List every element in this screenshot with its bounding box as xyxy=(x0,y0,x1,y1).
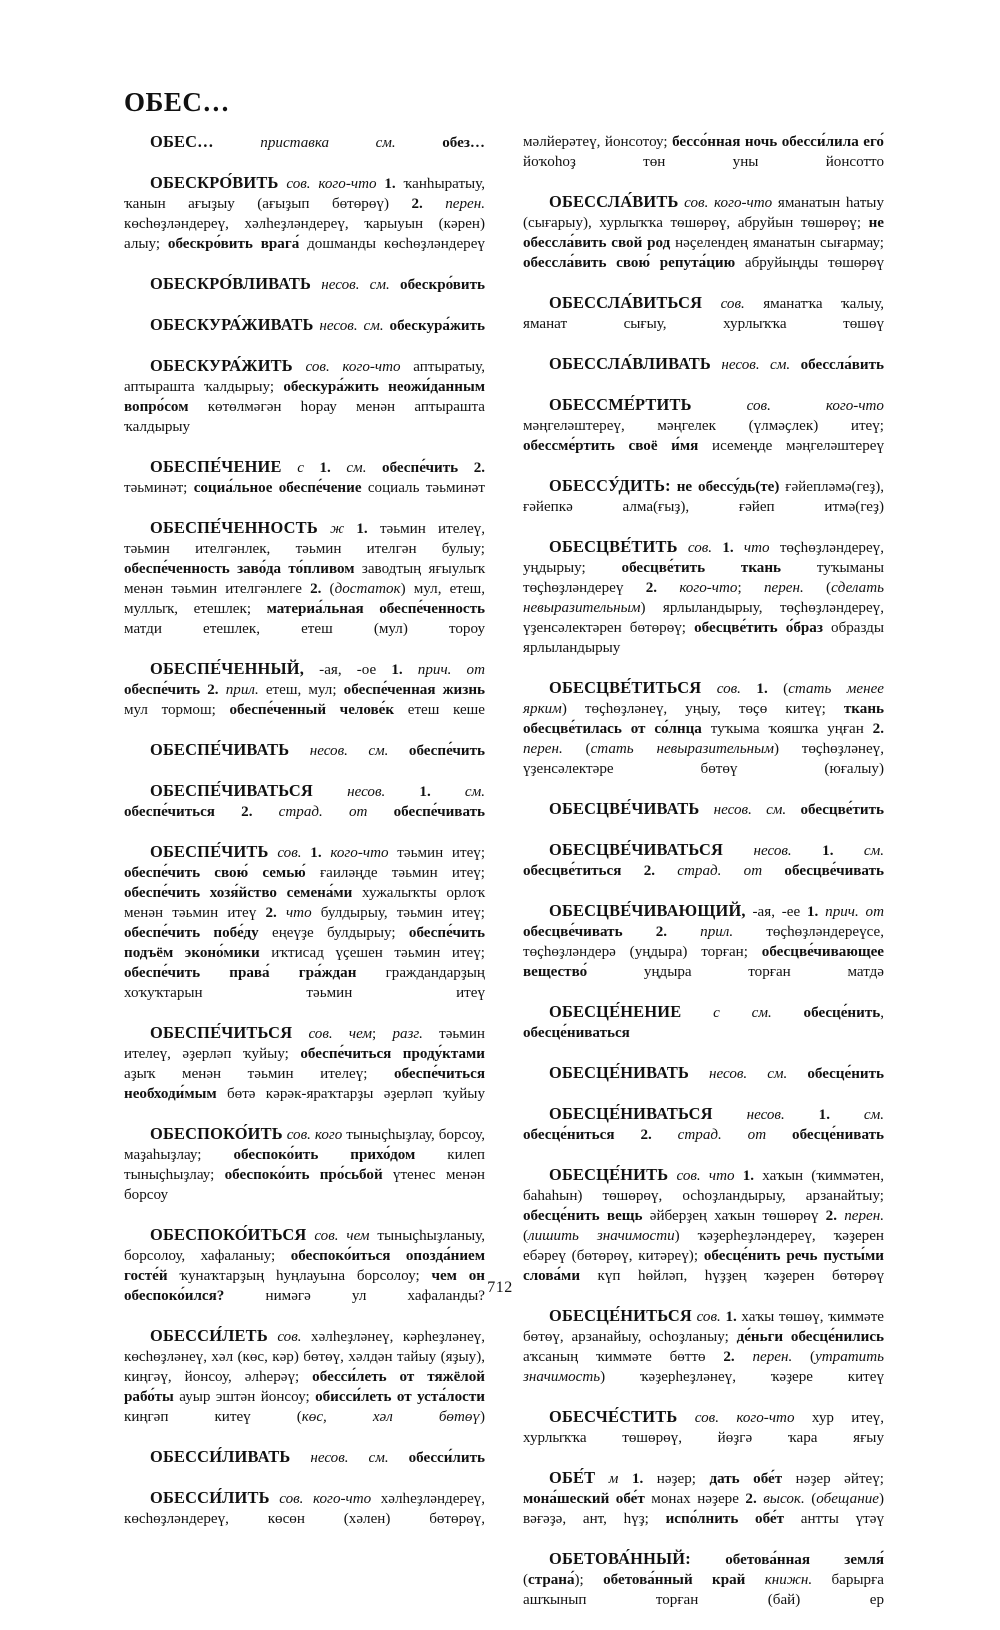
dictionary-entry: ОБЕССМЕ́РТИТЬ сов. кого-что мәңгеләштереү, мәңгелек (үлмәҫлек) итеү; обессме́ртить своё и́мя исемеңде мәңгеләштереү xyxy=(523,395,884,454)
dictionary-entry: ОБЕСКРО́ВЛИВАТЬ несов. см. обескро́вить xyxy=(150,274,486,293)
dictionary-entry: ОБЕСЦВЕ́ЧИВАТЬСЯ несов. 1. см. обесцве́титься 2. страд. от обесцве́чивать xyxy=(523,840,885,879)
dictionary-entry: ОБЕССИ́ЛИТЬ сов. кого-что хәлһеҙләндереү, көсһөҙләндереү, көсөн (хәлен) бөтөрөү, xyxy=(124,1488,485,1527)
dictionary-entry: ОБЕСПЕ́ЧИТЬСЯ сов. чем; разг. тәьмин ителеү, әҙерләп ҡуйыу; обеспе́читься проду́ктами аҙыҡ менән тәьмин ителеү; обеспе́читься необходи́мым бөтә кәрәк-яраҡтарҙы әҙерләп ҡуйыу xyxy=(124,1023,485,1102)
dictionary-entry: ОБЕСПЕ́ЧИВАТЬ несов. см. обеспе́чить xyxy=(150,740,485,759)
dictionary-entry: ОБЕСЦЕ́НИВАТЬ несов. см. обесце́нить xyxy=(549,1063,884,1082)
entry-continuation: мәлйерәтеү, йонсотоу; бессо́нная ночь обесси́лила его́ йоҡоһоҙ төн уны йонсотто xyxy=(523,134,884,170)
dictionary-entry: ОБЕСЦВЕ́ЧИВАЮЩИЙ, -ая, -ее 1. прич. от обесцве́чивать 2. прил. төҫһөҙләндереүсе, төҫһөҙләндерә (уңдыра) торған; обесцве́чивающее вещество́ уңдыра торған матдә xyxy=(523,901,885,980)
dictionary-entry: ОБЕСКРО́ВИТЬ сов. кого-что 1. ҡанһыратыу, ҡанын ағыҙыу (ағыҙып бөтөрөү) 2. перен. көсһөҙләндереү, хәлһеҙләндереү, ҡарыуын (кәрен) алыу; обескро́вить врага́ дошманды көсһөҙләндереү xyxy=(124,173,485,252)
dictionary-entry: ОБЕСКУРА́ЖИТЬ сов. кого-что аптыратыу, аптырашта ҡалдырыу; обескура́жить неожи́данным вопро́сом көтөлмәгән һорау менән аптырашта ҡалдырыу xyxy=(124,356,486,435)
page-number: 712 xyxy=(487,1279,513,1296)
dictionary-entry: ОБЕССИ́ЛИВАТЬ несов. см. обесси́лить xyxy=(150,1447,485,1466)
dictionary-entry: ОБЕСЦЕ́НИТЬСЯ сов. 1. хаҡы төшөү, ҡиммәте бөтөү, арзанайыу, осһоҙланыу; де́ньги обесце́нились аҡсаның ҡиммәте бөттө 2. перен. (утратить значимость) ҡәҙерһеҙләнеү, ҡәҙере китеү xyxy=(523,1306,885,1385)
dictionary-entry: ОБЕСПЕ́ЧЕННОСТЬ ж 1. тәьмин ителеү, тәьмин ителгәнлек, тәьмин ителгән булыу; обеспе́ченность заво́да то́пливом заводтың яғыулыҡ менән тәьмин ителгәнлеге 2. (достаток) мул, етеш, муллыҡ, етешлек; материа́льная обеспе́ченность матди етешлек, етеш (мул) тороу xyxy=(124,518,485,637)
dictionary-entry: ОБЕТОВА́ННЫЙ: обетова́нная земля́ (страна́); обетова́нный край книжн. барырға ашҡынып торған (бай) ер xyxy=(523,1549,884,1608)
dictionary-entry: ОБЕСЦВЕ́ТИТЬ сов. 1. что төҫһөҙләндереү, уңдырыу; обесцве́тить ткань туҡыманы төҫһөҙләндереү 2. кого-что; перен. (сделать невыразительным) ярлыландырыу, төҫһөҙләндереү, үҙенсәлектәрен бөтөрөү; обесцве́тить о́браз образды ярлыландырыу xyxy=(523,537,884,656)
dictionary-entry: ОБЕСЦВЕ́ТИТЬСЯ сов. 1. (стать менее ярким) төҫһөҙләнеү, уңыу, төҫө китеү; ткань обесцве́тилась от со́лнца туҡыма ҡояшҡа уңған 2. перен. (стать невыразительным) төҫһөҙләнеү, үҙенсәлектәре бөтөү (юғалыу) xyxy=(523,678,884,777)
dictionary-entry: ОБЕССЛА́ВИТЬ сов. кого-что яманатын һатыу (сығарыу), хурлыҡҡа төшөрөү, абруйын төшөрөү; не обессла́вить свой род нәҫелендең яманатын сығармау; обессла́вить свою́ репута́цию абруйыңды төшөрөү xyxy=(523,192,884,271)
dictionary-entry: ОБЕСЦВЕ́ЧИВАТЬ несов. см. обесцве́тить xyxy=(549,799,884,818)
running-head: ОБЕС… xyxy=(124,87,230,117)
dictionary-entry: ОБЕСЦЕ́НЕНИЕ с см. обесце́нить, обесце́ниваться xyxy=(523,1002,884,1041)
dictionary-entry: ОБЕСПЕ́ЧЕНИЕ с 1. см. обеспе́чить 2. тәьминәт; социа́льное обеспе́чение социаль тәьминәт xyxy=(124,457,486,496)
dictionary-entry: ОБЕСЦЕ́НИВАТЬСЯ несов. 1. см. обесце́ниться 2. страд. от обесце́нивать xyxy=(523,1104,885,1143)
dictionary-entry: ОБЕСПЕ́ЧИВАТЬСЯ несов. 1. см. обеспе́читься 2. страд. от обеспе́чивать xyxy=(124,781,486,820)
dictionary-entry: ОБЕ́Т м 1. нәҙер; дать обе́т нәҙер әйтеү; мона́шеский обе́т монах нәҙере 2. высок. (обещание) вәғәҙә, ант, һүҙ; испо́лнить обе́т антты үтәү xyxy=(523,1468,885,1527)
dictionary-entry: ОБЕССИ́ЛЕТЬ сов. хәлһеҙләнеү, кәрһеҙләнеү, көсһөҙләнеү, хәл (көс, кәр) бөтөү, хәлдән тайыу (яҙыу), киңгәү, йонсоу, әлһерәү; обесси́леть от тяжёлой рабо́ты ауыр эштән йонсоу; обисси́леть от уста́лости киңгәп китеү (көс, хәл бөтөү) xyxy=(124,1326,485,1425)
dictionary-entry: ОБЕСПОКО́ИТЬ сов. кого тыныҫһыҙлау, борсоу, маҙаһыҙлау; обеспоко́ить прихо́дом килеп тыныҫһыҙлау; обеспоко́ить про́сьбой үтенес менән борсоу xyxy=(124,1124,485,1203)
dictionary-entry: ОБЕСЦЕ́НИТЬ сов. что 1. хаҡын (ҡиммәтен, баһаһын) төшөрөү, осһоҙландырыу, арзанайтыу; обесце́нить вещь әйберҙең хаҡын төшөрөү 2. перен. (лишить значимости) ҡәҙерһеҙләндереү, ҡәҙерен ебәреү (бөтөрөү, китәреү); обесце́нить речь пусты́ми слова́ми күп һөйләп, һүҙҙең ҡәҙерен бөтөрөү xyxy=(523,1165,885,1284)
dictionary-entry: ОБЕСПЕ́ЧИТЬ сов. 1. кого-что тәьмин итеү; обеспе́чить свою́ семью́ ғаиләңде тәьмин итеү; обеспе́чить хозя́йство семена́ми хужалыҡты орлоҡ менән тәьмин итеү 2. что булдырыу, тәьмин итеү; обеспе́чить побе́ду еңеүҙе булдырыу; обеспе́чить подъём эконо́мики иҡтисад үҫешен тәьмин итеү; обеспе́чить права́ гра́ждан граждандарҙың хоҡуҡтарын тәьмин итеү xyxy=(124,842,486,1001)
column-left xyxy=(124,132,486,1527)
dictionary-entry: ОБЕССЛА́ВЛИВАТЬ несов. см. обессла́вить xyxy=(549,354,884,373)
dictionary-entry: ОБЕСПОКО́ИТЬСЯ сов. чем тыныҫһыҙланыу, борсолоу, хафаланыу; обеспоко́иться опозда́нием госте́й ҡунаҡтарҙың һуңлауына борсолоу; чем он обеспоко́ился? нимәгә ул хафаланды? xyxy=(124,1225,485,1304)
dictionary-entry: ОБЕСКУРА́ЖИВАТЬ несов. см. обескура́жить xyxy=(150,315,486,334)
dictionary-entry: ОБЕССУ́ДИТЬ: не обессу́дь(те) ғәйепләмә(геҙ), ғәйепкә алма(ғыҙ), ғәйеп итмә(геҙ) xyxy=(523,476,885,515)
dictionary-entry: ОБЕСЧЕ́СТИТЬ сов. кого-что хур итеү, хурлыҡҡа төшөрөү, йөҙгә ҡара яғыу xyxy=(523,1407,884,1446)
dictionary-entry: ОБЕСПЕ́ЧЕННЫЙ, -ая, -ое 1. прич. от обеспе́чить 2. прил. етеш, мул; обеспе́ченная жизнь мул тормош; обеспе́ченный челове́к етеш кеше xyxy=(124,659,486,718)
dictionary-entry: ОБЕС… приставка см. обез… xyxy=(150,132,486,151)
column-right xyxy=(523,132,885,1608)
dictionary-entry: ОБЕССЛА́ВИТЬСЯ сов. яманатҡа ҡалыу, яманат сығыу, хурлыҡҡа төшөү xyxy=(523,293,884,332)
